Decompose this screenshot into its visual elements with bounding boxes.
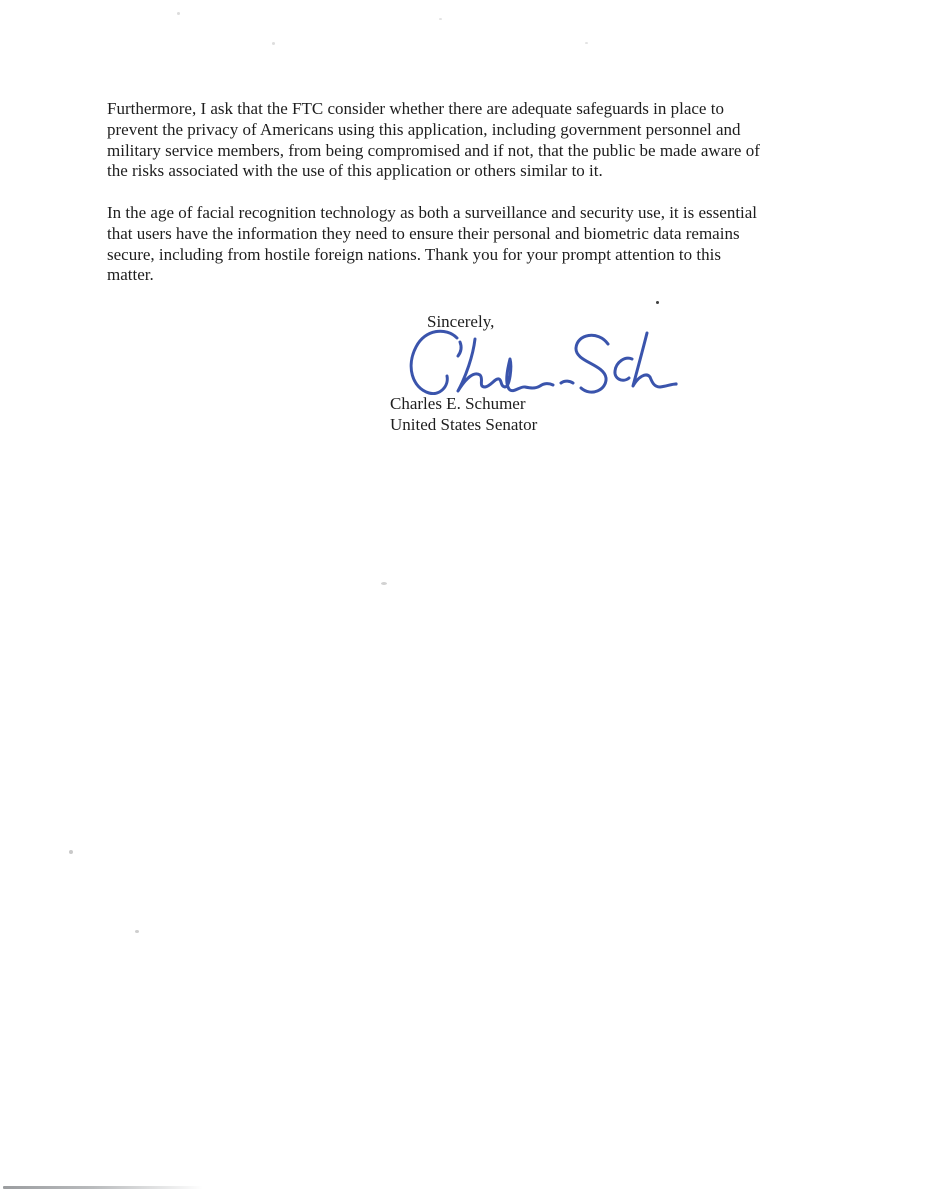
paragraph-line: secure, including from hostile foreign nations. Thank you for your prompt attention to this	[107, 244, 721, 264]
scan-speck	[135, 930, 139, 933]
scan-speck	[439, 18, 442, 20]
signature-icon	[404, 326, 686, 402]
scan-speck	[272, 42, 275, 45]
closing-salutation: Sincerely,	[427, 312, 495, 331]
scan-speck	[381, 582, 387, 585]
paragraph-line: matter.	[107, 265, 154, 285]
paragraph-line: prevent the privacy of Americans using this application, including government personnel and	[107, 119, 741, 139]
signer-title: United States Senator	[390, 414, 538, 434]
paragraph-line: military service members, from being compromised and if not, that the public be made aware of	[107, 140, 760, 160]
paragraph-line: In the age of facial recognition technology as both a surveillance and security use, it is essential	[107, 202, 758, 222]
scan-speck	[177, 12, 180, 15]
scan-line-artifact	[3, 1186, 203, 1189]
paragraph-line: Furthermore, I ask that the FTC consider whether there are adequate safeguards in place to	[107, 99, 724, 118]
paragraph-line: that users have the information they need to ensure their personal and biometric data remains	[107, 223, 740, 243]
scan-speck	[69, 850, 73, 854]
paragraph-line: the risks associated with the use of this application or others similar to it.	[107, 161, 603, 181]
paragraph-facial-recognition	[107, 203, 823, 286]
signature-block	[390, 394, 537, 435]
paragraph-safeguards	[107, 99, 823, 182]
letter-body	[107, 99, 823, 307]
signer-name: Charles E. Schumer	[390, 394, 526, 413]
ink-dot-artifact	[656, 301, 659, 304]
signature-ink	[404, 326, 686, 402]
scan-speck	[585, 42, 588, 44]
